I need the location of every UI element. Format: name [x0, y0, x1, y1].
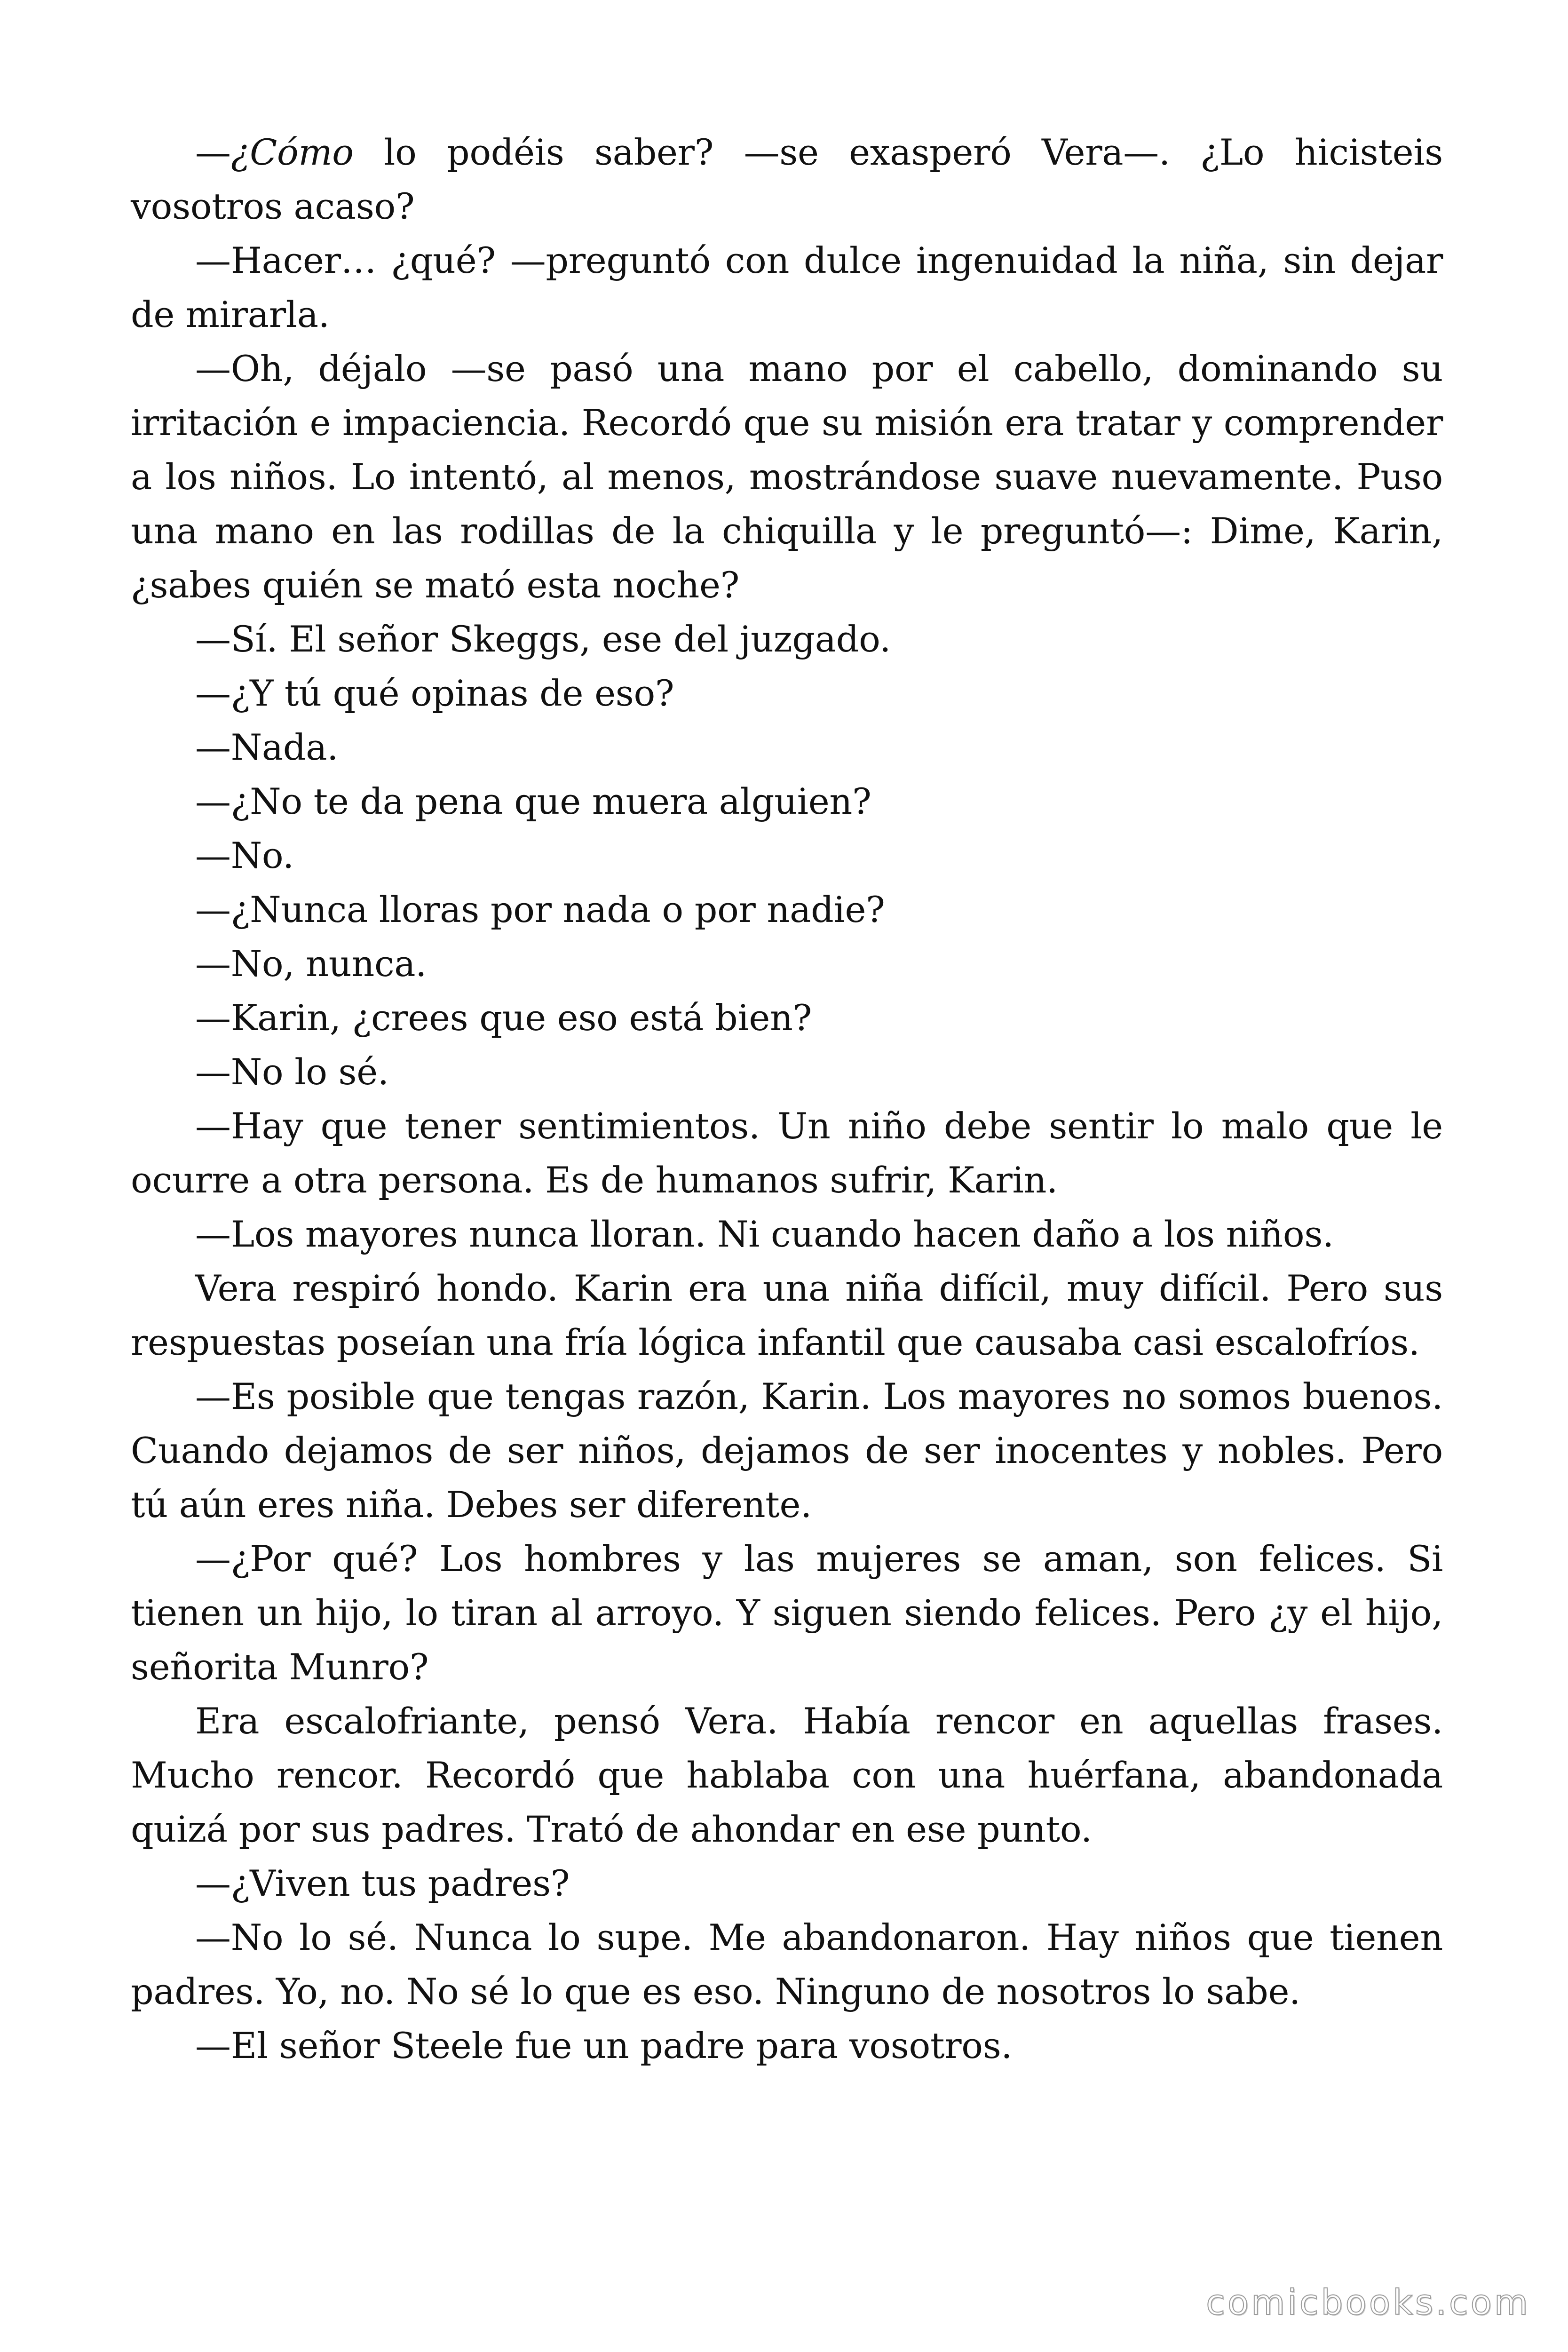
paragraph: —Karin, ¿crees que eso está bien?: [195, 997, 812, 1039]
paragraph: —Los mayores nunca lloran. Ni cuando hacen daño a los niños.: [195, 1213, 1334, 1255]
paragraph: —No lo sé. Nunca lo supe. Me abandonaron. Hay niños que tienen padres. Yo, no. No sé lo que es eso. Ninguno de nosotros lo sabe.: [131, 1916, 1443, 2012]
paragraph: —¿Cómo lo podéis saber? —se exasperó Vera—. ¿Lo hicisteis vosotros acaso?: [131, 131, 1443, 227]
paragraph: —No lo sé.: [195, 1051, 389, 1093]
paragraph: —Hacer… ¿qué? —preguntó con dulce ingenuidad la niña, sin dejar de mirarla.: [131, 239, 1443, 335]
paragraph: —Oh, déjalo —se pasó una mano por el cabello, dominando su irritación e impaciencia. Recordó que su misión era tratar y comprender a los niños. Lo intentó, al menos, mostrándose suave nuevamente. Puso una mano en las rodillas de la chiquilla y le preguntó—: Dime, Karin, ¿sabes quién se mató esta noche?: [131, 348, 1443, 606]
paragraph: —No, nunca.: [195, 943, 427, 985]
paragraph: —Es posible que tengas razón, Karin. Los mayores no somos buenos. Cuando dejamos de ser niños, dejamos de ser inocentes y nobles. Pero tú aún eres niña. Debes ser diferente.: [131, 1375, 1443, 1526]
watermark: comicbooks.com: [1206, 2282, 1530, 2323]
paragraph: —¿Viven tus padres?: [195, 1862, 570, 1904]
paragraph: Vera respiró hondo. Karin era una niña difícil, muy difícil. Pero sus respuestas poseían una fría lógica infantil que causaba casi escalofríos.: [131, 1267, 1443, 1363]
paragraph: —¿No te da pena que muera alguien?: [195, 780, 871, 822]
paragraph: —Hay que tener sentimientos. Un niño debe sentir lo malo que le ocurre a otra persona. Es de humanos sufrir, Karin.: [131, 1105, 1443, 1201]
paragraph: —¿Por qué? Los hombres y las mujeres se aman, son felices. Si tienen un hijo, lo tiran al arroyo. Y siguen siendo felices. Pero ¿y el hijo, señorita Munro?: [131, 1538, 1443, 1688]
paragraph: —Nada.: [195, 726, 339, 768]
paragraph: —El señor Steele fue un padre para vosotros.: [195, 2025, 1013, 2066]
paragraph: —No.: [195, 834, 294, 876]
emphasis-word: ¿Cómo: [230, 131, 354, 173]
paragraph: —Sí. El señor Skeggs, ese del juzgado.: [195, 618, 891, 660]
body-text: [131, 125, 1443, 2073]
paragraph: —¿Y tú qué opinas de eso?: [195, 672, 674, 714]
paragraph: —¿Nunca lloras por nada o por nadie?: [195, 889, 885, 930]
paragraph: Era escalofriante, pensó Vera. Había rencor en aquellas frases. Mucho rencor. Recordó que hablaba con una huérfana, abandonada quizá por sus padres. Trató de ahondar en ese punto.: [131, 1700, 1443, 1850]
